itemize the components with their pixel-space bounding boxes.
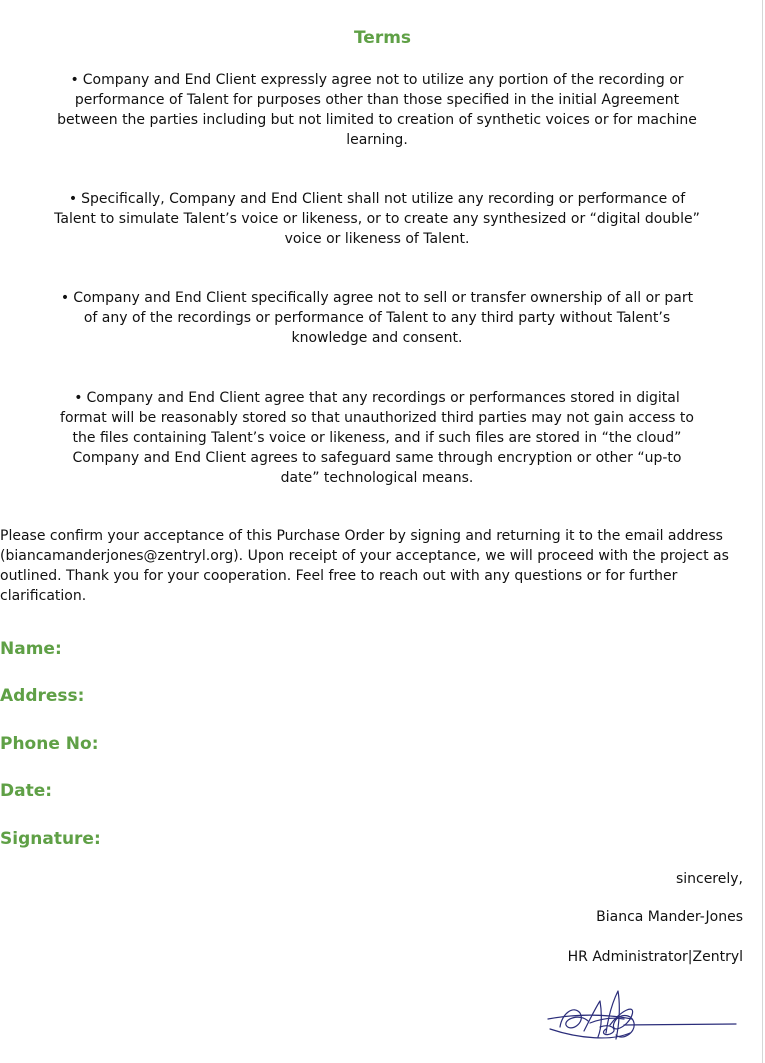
term-text-1: Company and End Client expressly agree not to utilize any portion of the recording or performance of Talent for purposes other than those specified in the initial Agreement between the parties including but not limited to creation of synthetic voices or for machine learning. — [57, 72, 697, 148]
term-paragraph-1 — [52, 70, 702, 150]
term-text-3: Company and End Client specifically agree not to sell or transfer ownership of all or part of any of the recordings or performance of Talent to any third party without Talent’s knowledge and consent. — [73, 290, 694, 346]
bullet-icon: • — [60, 290, 70, 306]
term-text-2: Specifically, Company and End Client shall not utilize any recording or performance of Talent to simulate Talent’s voice or likeness, or to create any synthesized or “digital double” voice or likeness of Talent. — [54, 191, 700, 247]
page-edge-line — [762, 0, 763, 1063]
signature-field-label: Signature: — [0, 829, 101, 849]
handwritten-signature-image — [540, 983, 740, 1049]
name-field-label: Name: — [0, 639, 62, 659]
sign-off-name: Bianca Mander-Jones — [596, 909, 743, 925]
sign-off-title: HR Administrator|Zentryl — [567, 949, 743, 965]
bullet-icon: • — [68, 191, 78, 207]
bullet-icon: • — [70, 72, 79, 88]
term-paragraph-3 — [52, 288, 702, 348]
terms-heading: Terms — [353, 28, 412, 48]
term-paragraph-2 — [52, 189, 702, 249]
term-paragraph-4 — [52, 388, 702, 488]
bullet-icon: • — [74, 390, 83, 406]
address-field-label: Address: — [0, 686, 85, 706]
sign-off-salutation: sincerely, — [675, 871, 743, 887]
phone-field-label: Phone No: — [0, 734, 99, 754]
term-text-4: Company and End Client agree that any recordings or performances stored in digital format will be reasonably stored so that unauthorized third parties may not gain access to the files containing Talent’s voice or likeness, and if such files are stored in “the cloud” Company and End Client agrees to safeguard same through encryption or other “up-to date” technological means. — [60, 390, 694, 486]
closing-paragraph: Please confirm your acceptance of this Purchase Order by signing and returning it to the email address (biancamanderjones@zentryl.org). Upon receipt of your acceptance, we will proceed with the project as outlined. Thank you for your cooperation. Feel free to reach out with any questions or for further clarification. — [0, 528, 729, 604]
date-field-label: Date: — [0, 781, 53, 801]
